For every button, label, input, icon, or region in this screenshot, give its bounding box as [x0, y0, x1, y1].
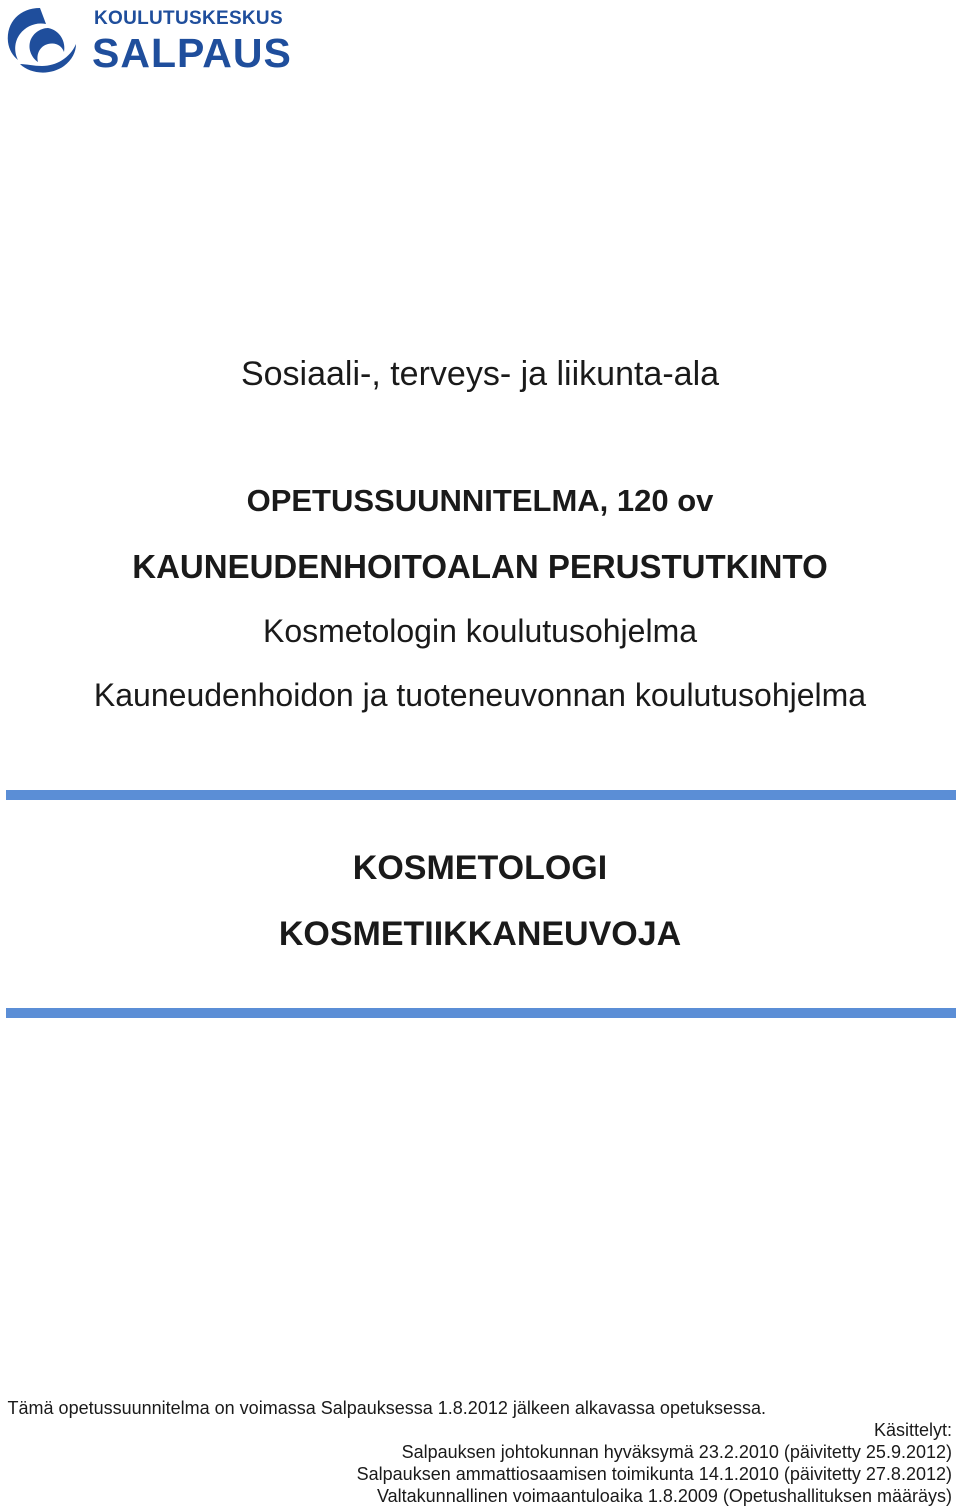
logo-name-main: SALPAUS [92, 30, 292, 76]
vocational-title-1: KOSMETOLOGI [352, 849, 608, 887]
programme-1: Kosmetologin koulutusohjelma [262, 613, 698, 649]
salpaus-swirl-icon [0, 2, 84, 78]
divider-bottom [6, 1008, 956, 1018]
salpaus-logo [0, 0, 300, 80]
degree-heading: KAUNEUDENHOITOALAN PERUSTUTKINTO [132, 548, 828, 585]
vocational-title-2: KOSMETIIKKANEUVOJA [278, 915, 682, 953]
divider-top [6, 790, 956, 800]
approval-national: Valtakunnallinen voimaantuloaika 1.8.2009 (Opetushallituksen määräys) [376, 1486, 952, 1506]
approval-board: Salpauksen johtokunnan hyväksymä 23.2.2010 (päivitetty 25.9.2012) [401, 1442, 952, 1462]
approval-committee: Salpauksen ammattiosaamisen toimikunta 14.1.2010 (päivitetty 27.8.2012) [356, 1464, 952, 1484]
programme-2: Kauneudenhoidon ja tuoteneuvonnan koulutusohjelma [93, 677, 867, 713]
logo-name-top: KOULUTUSKESKUS [94, 8, 283, 29]
validity-note: Tämä opetussuunnitelma on voimassa Salpauksessa 1.8.2012 jälkeen alkavassa opetuksessa. [7, 1398, 766, 1418]
plan-heading: OPETUSSUUNNITELMA, 120 ov [246, 483, 714, 518]
handling-label: Käsittelyt: [873, 1420, 952, 1440]
field-heading: Sosiaali-, terveys- ja liikunta-ala [240, 355, 720, 393]
